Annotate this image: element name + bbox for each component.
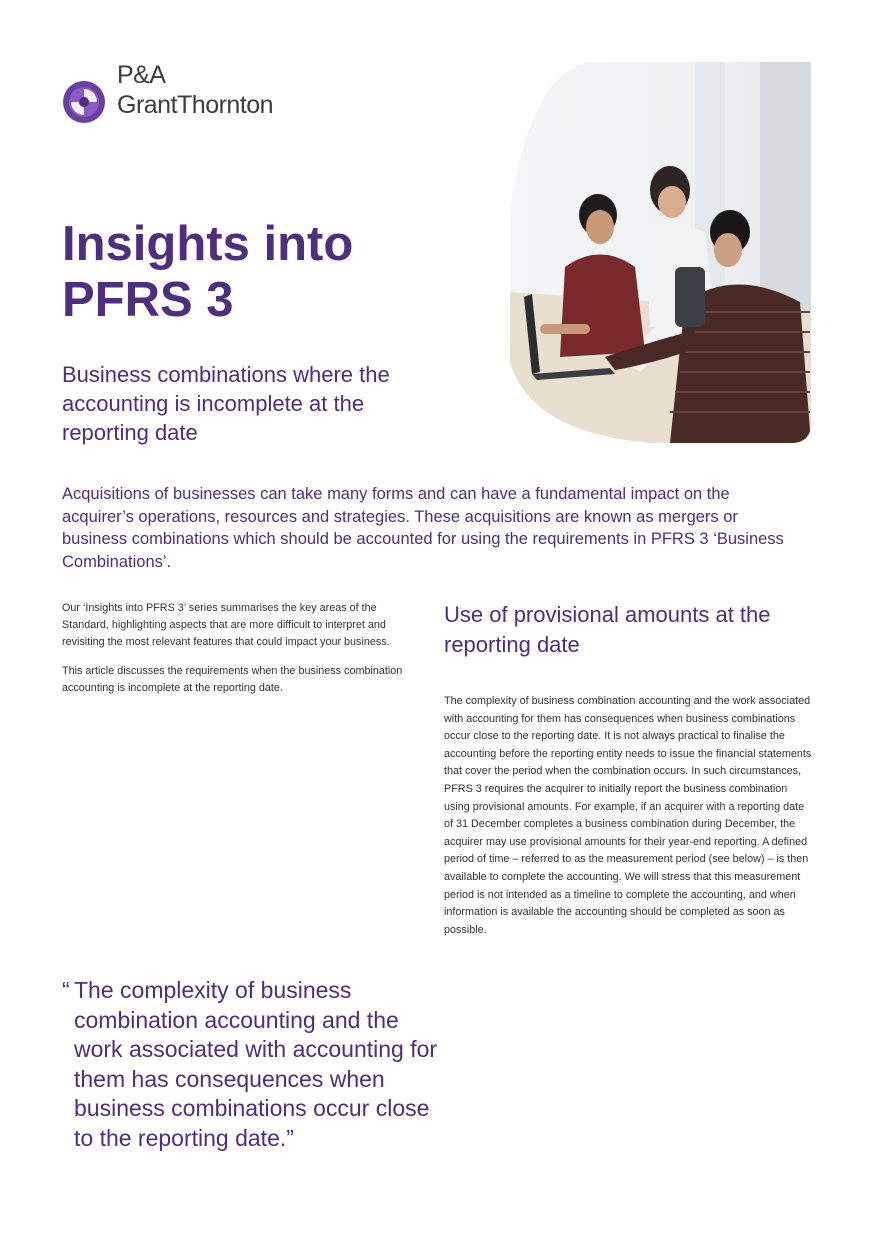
logo-wordmark — [117, 60, 273, 120]
section-body: The complexity of business combination accounting and the work associated with accounting for them has consequences when business combinations occur close to the reporting date. It is not always practical to finalise the accounting before the reporting entity needs to issue the financial statements that cover the period when the combination occurs. In such circumstances, PFRS 3 requires the acquirer to initially report the business combination using provisional amounts. For example, if an acquirer with a reporting date of 31 December completes a business combination during December, the acquirer may use provisional amounts for their year-end reporting. A defined period of time – referred to as the measurement period (see below) – is then available to complete the accounting. We will stress that this measurement period is not intended as a timeline to complete the accounting, and when information is available the accounting should be completed as soon as possible. — [444, 695, 812, 936]
grant-thornton-logo-icon — [62, 80, 106, 124]
logo-line-1: P&A — [117, 61, 166, 89]
quote-open-mark: “ — [62, 977, 70, 1003]
logo-line-2: GrantThornton — [117, 91, 274, 119]
left-column — [62, 600, 422, 709]
intro-paragraph: Acquisitions of businesses can take many forms and can have a fundamental impact on the acquirer’s operations, resources and strategies. These acquisitions are known as mergers or business combinations which should be accounted for using the requirements in PFRS 3 ‘Business Combinations’. — [62, 485, 784, 571]
left-paragraph-1: Our ‘Insights into PFRS 3’ series summarises the key areas of the Standard, highlighting aspects that are more difficult to interpret and revisiting the most relevant features that could impact your business. — [62, 602, 390, 648]
section-heading: Use of provisional amounts at the reporting date — [444, 602, 771, 657]
pull-quote — [62, 976, 452, 1153]
page-title: Insights into PFRS 3 — [62, 217, 354, 327]
office-team-photo — [510, 62, 811, 443]
page-subtitle: Business combinations where the accounting is incomplete at the reporting date — [62, 362, 390, 445]
grant-thornton-logo — [62, 60, 322, 130]
left-paragraph-2: This article discusses the requirements when the business combination accounting is incomplete at the reporting date. — [62, 665, 403, 694]
quote-text: The complexity of business combination accounting and the work associated with accounting for them has consequences when business combinations occur close to the reporting date.” — [74, 977, 438, 1151]
